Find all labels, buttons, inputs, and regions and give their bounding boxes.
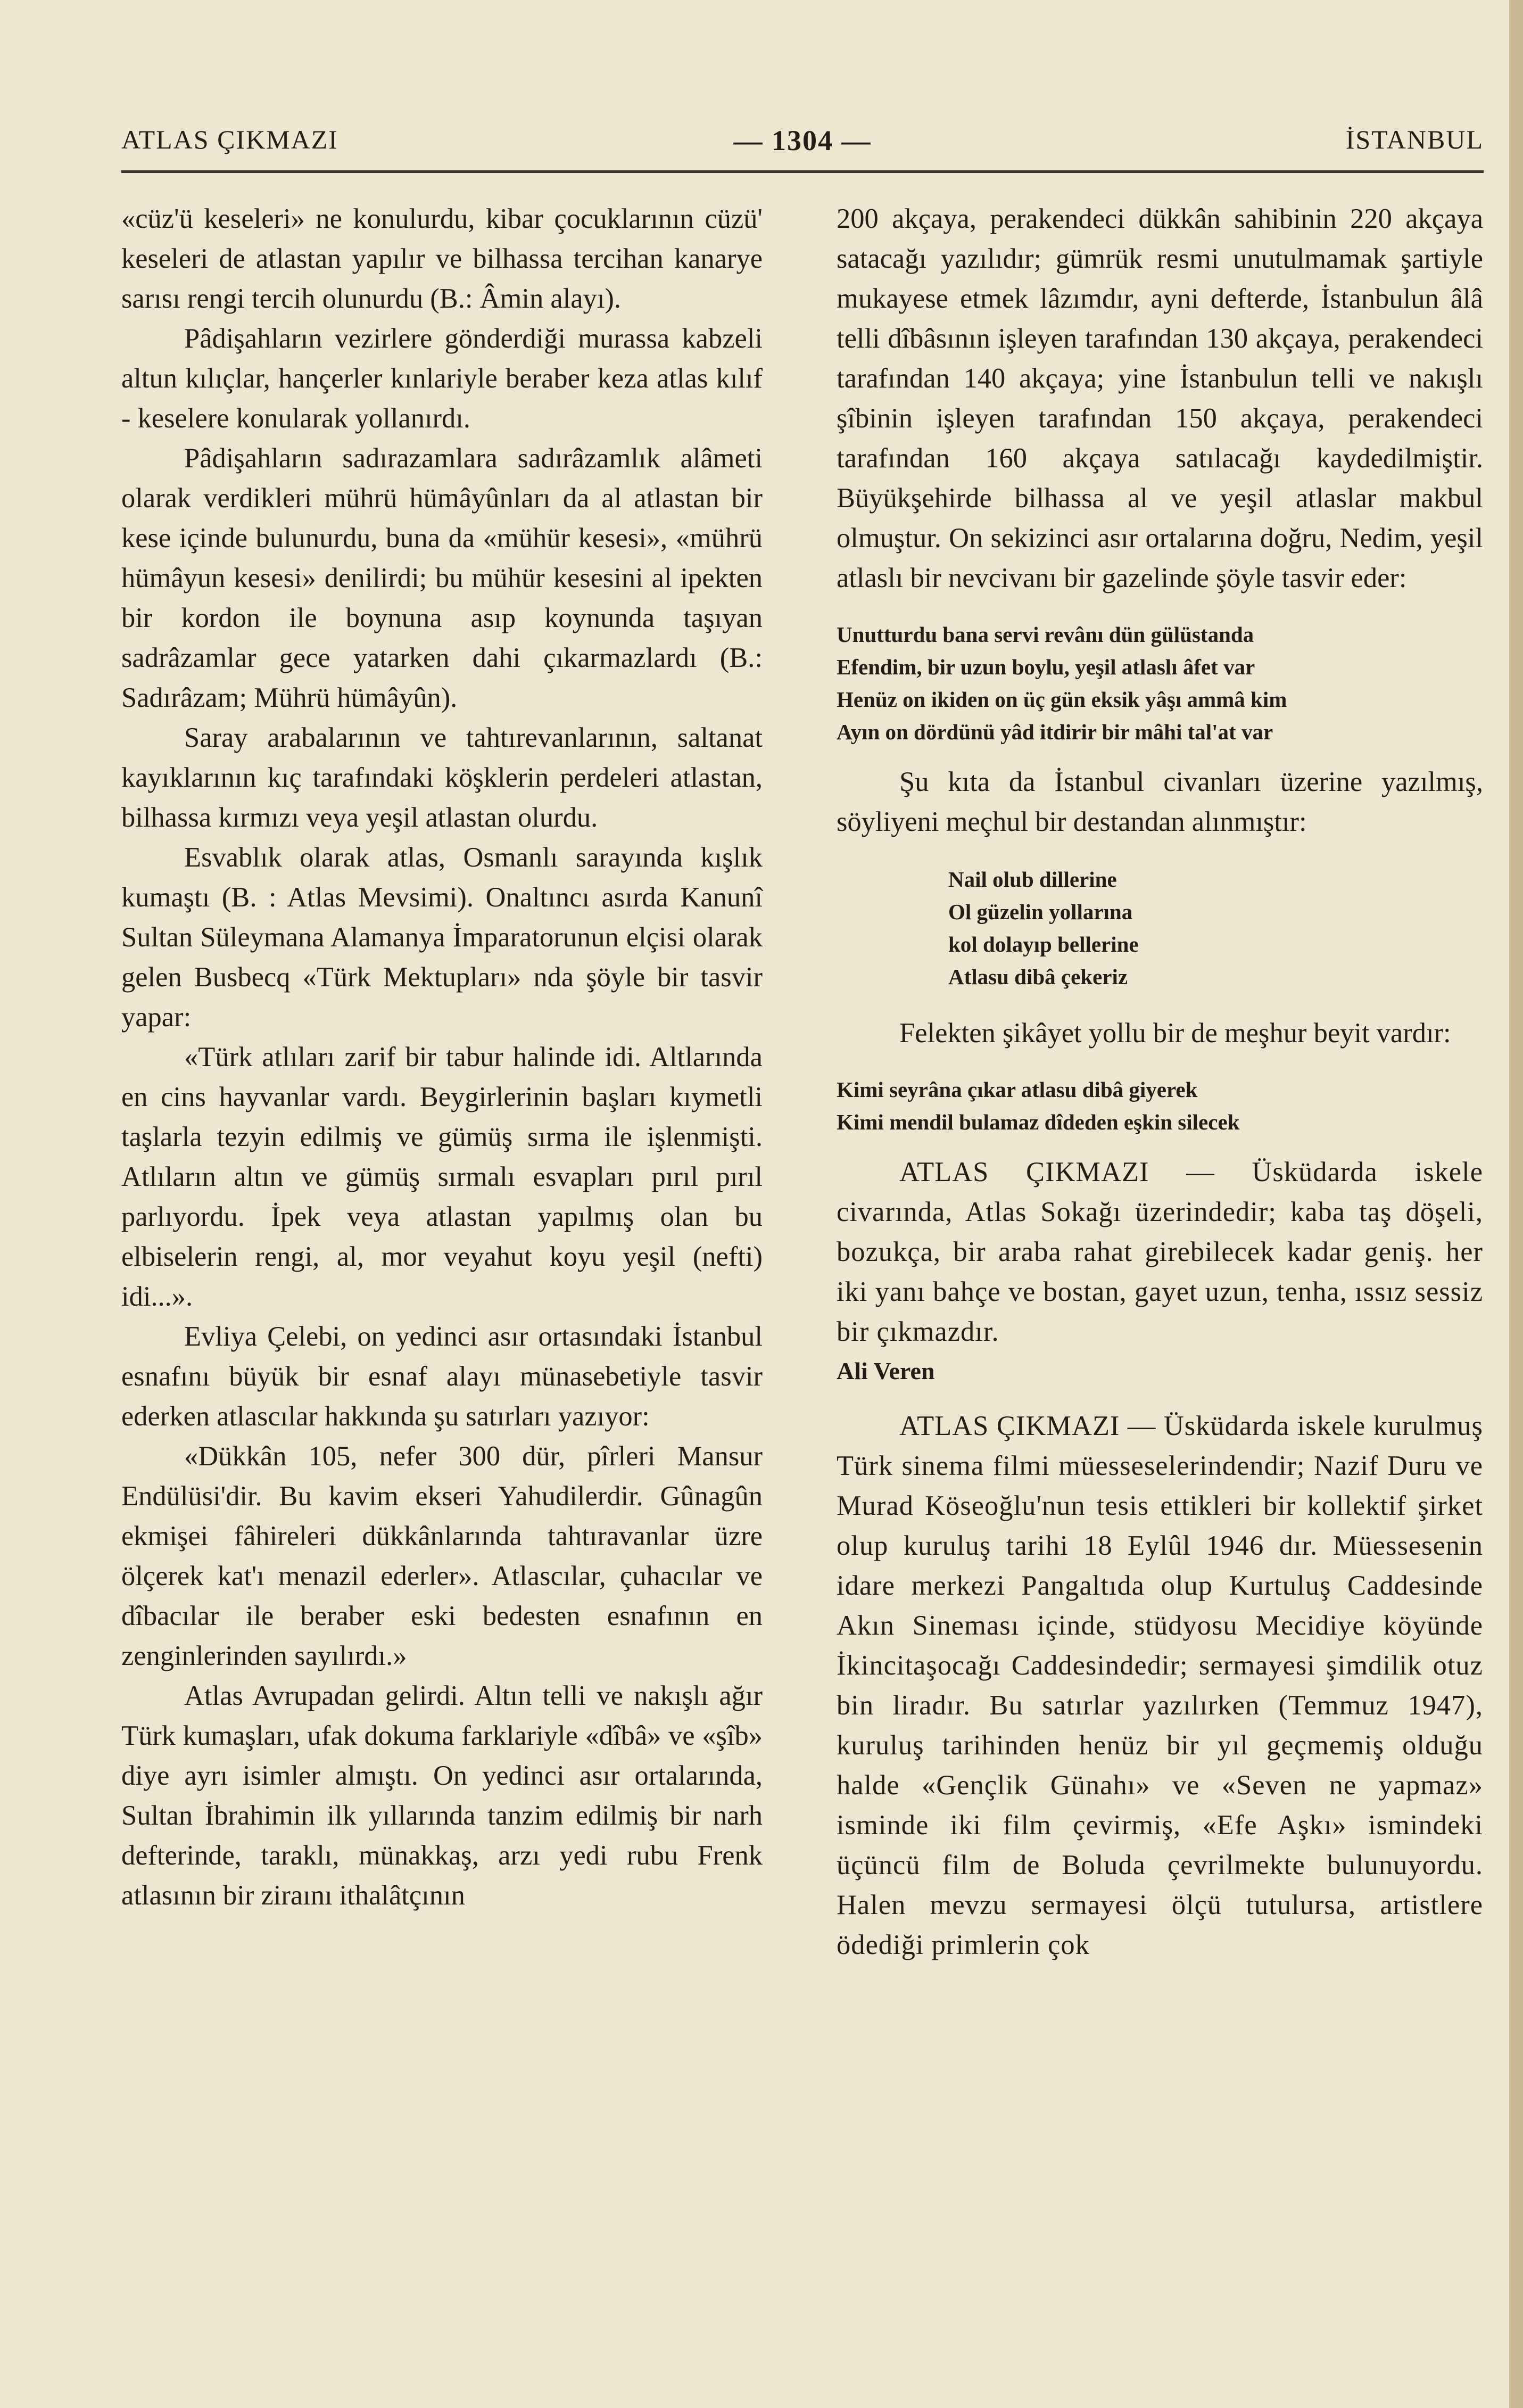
verse-line: Unutturdu bana servi revânı dün gülüstanda bbox=[837, 622, 1254, 647]
paragraph: «cüz'ü keseleri» ne konulurdu, kibar çocuklarının cüzü' keseleri de atlastan yapılır ve bilhassa tercihan kanarye sarısı rengi tercih olunurdu (B.: Âmin alayı). bbox=[121, 203, 763, 314]
paragraph: Pâdişahların vezirlere gönderdiği murassa kabzeli altun kılıçlar, hançerler kınlariyle beraber keza atlas kılıf - keselere konularak yollanırdı. bbox=[121, 323, 763, 434]
verse-line: kol dolayıp bellerine bbox=[948, 932, 1139, 956]
header-right-title: İSTANBUL bbox=[1345, 125, 1484, 154]
paragraph: Pâdişahların sadırazamlara sadırâzamlık alâmeti olarak verdikleri mührü hümâyûnları da al atlastan bir kese içinde bulunurdu, buna da «mühür kesesi», «mührü hümâyun kesesi» denilirdi; bu mühür kesesini al ipekten bir kordon ile boynuna asıp koynunda taşıyan sadrâzamlar gece yatarken dahi çıkarmazlardı (B.: Sadırâzam; Mührü hümâyûn). bbox=[121, 443, 763, 713]
running-header bbox=[121, 124, 1484, 167]
verse-line: Kimi seyrâna çıkar atlasu dibâ giyerek bbox=[837, 1077, 1198, 1102]
verse-line: Ol güzelin yollarına bbox=[948, 900, 1133, 924]
paragraph: Esvablık olarak atlas, Osmanlı sarayında kışlık kumaştı (B. : Atlas Mevsimi). Onaltıncı asırda Kanunî Sultan Süleymana Alamanya İmparatorunun elçisi olarak gelen Busbecq «Türk Mektupları» nda şöyle bir tasvir yapar: bbox=[121, 842, 763, 1033]
header-left-title: ATLAS ÇIKMAZI bbox=[121, 125, 338, 154]
verse-line: Nail olub dillerine bbox=[948, 867, 1117, 892]
paragraph: Saray arabalarının ve tahtırevanlarının, saltanat kayıklarının kıç tarafındaki köşklerin perdeleri atlastan, bilhassa kırmızı veya yeşil atlastan olurdu. bbox=[121, 722, 763, 833]
verse-nedim bbox=[837, 619, 1483, 748]
entry-atlas-cikmazi-1: ATLAS ÇIKMAZI — Üsküdarda iskele civarında, Atlas Sokağı üzerindedir; kaba taş döşeli, bozukça, bir araba rahat girebilecek kadar geniş. her iki yanı bahçe ve bostan, gayet uzun, tenha, ıssız sessiz bir çıkmazdır. bbox=[837, 1157, 1483, 1347]
paragraph: Evliya Çelebi, on yedinci asır ortasındaki İstanbul esnafını büyük bir esnaf alayı münasebetiyle tasvir ederken atlascılar hakkında şu satırları yazıyor: bbox=[121, 1321, 763, 1432]
page-edge bbox=[1509, 0, 1523, 2408]
verse-line: Kimi mendil bulamaz dîdeden eşkin silecek bbox=[837, 1110, 1240, 1134]
paragraph: Şu kıta da İstanbul civanları üzerine yazılmış, söyliyeni meçhul bir destandan alınmıştır: bbox=[837, 766, 1483, 837]
right-column bbox=[837, 199, 1483, 1965]
paragraph: Atlas Avrupadan gelirdi. Altın telli ve nakışlı ağır Türk kumaşları, ufak dokuma farklariyle «dîbâ» ve «şîb» diye ayrı isimler almıştı. On yedinci asır ortalarında, Sultan İbrahimin ilk yıllarında tanzim edilmiş bir narh defterinde, taraklı, münakkaş, arzı yedi rubu Frenk atlasının bir ziraını ithalâtçının bbox=[121, 1680, 763, 1911]
verse-line: Efendim, bir uzun boylu, yeşil atlaslı âfet var bbox=[837, 655, 1255, 679]
author-signature: Ali Veren bbox=[837, 1357, 935, 1384]
header-rule bbox=[121, 170, 1484, 173]
verse-beyit bbox=[837, 1074, 1483, 1139]
entry-atlas-cikmazi-2: ATLAS ÇIKMAZI — Üsküdarda iskele kurulmuş Türk sinema filmi müesseselerindendir; Nazif Duru ve Murad Köseoğlu'nun tesis ettikleri bir kollektif şirket olup kuruluş tarihi 18 Eylûl 1946 dır. Müessesenin idare merkezi Pangaltıda olup Kurtuluş Caddesinde Akın Sineması içinde, stüdyosu Mecidiye köyünde İkincitaşocağı Caddesindedir; sermayesi şimdilik otuz bin liradır. Bu satırlar yazılırken (Temmuz 1947), kuruluş tarihinden henüz bir yıl geçmemiş olduğu halde «Gençlik Günahı» ve «Seven ne yapmaz» isminde iki film çevirmiş, «Efe Aşkı» ismindeki üçüncü film de Boluda çevrilmekte bulunuyordu. Halen mevzu sermayesi ölçü tutulursa, artistlere ödediği primlerin çok bbox=[837, 1411, 1483, 1960]
left-column bbox=[121, 199, 763, 1916]
quote-paragraph: «Dükkân 105, nefer 300 dür, pîrleri Mansur Endülüsi'dir. Bu kavim ekseri Yahudilerdir. Gûnagûn ekmişei fâhireleri dükkânlarında tahtıravanlar üzre ölçerek kat'ı menazil ederler». Atlascılar, çuhacılar ve dîbacılar ile beraber eski bedesten esnafının en zenginlerinden sayılırdı.» bbox=[121, 1441, 763, 1671]
paragraph: Felekten şikâyet yollu bir de meşhur beyit vardır: bbox=[899, 1018, 1451, 1049]
quote-paragraph: «Türk atlıları zarif bir tabur halinde idi. Altlarında en cins hayvanlar vardı. Beygirlerinin başları kıymetli taşlarla tezyin edilmiş ve gümüş sırma ile işlenmişti. Atlıların altın ve gümüş sırmalı esvapları pırıl pırıl parlıyordu. İpek veya atlastan yapılmış olan bu elbiselerin rengi, al, mor veyahut koyu yeşil (nefti) idi...». bbox=[121, 1042, 763, 1312]
paragraph: 200 akçaya, perakendeci dükkân sahibinin 220 akçaya satacağı yazılıdır; gümrük resmi unutulmamak şartiyle mukayese etmek lâzımdır, ayni defterde, İstanbulun âlâ telli dîbâsının işleyen tarafından 130 akçaya, perakendeci tarafından 140 akçaya; yine İstanbulun telli ve nakışlı şîbinin işleyen tarafından 150 akçaya, perakendeci tarafından 160 akçaya satılacağı kaydedilmiştir. Büyükşehirde bilhassa al ve yeşil atlaslar makbul olmuştur. On sekizinci asır ortalarına doğru, Nedim, yeşil atlaslı bir nevcivanı bir gazelinde şöyle tasvir eder: bbox=[837, 203, 1483, 593]
page-number: — 1304 — bbox=[733, 125, 872, 156]
verse-line: Ayın on dördünü yâd itdirir bir mâhi tal'at var bbox=[837, 720, 1273, 744]
verse-line: Atlasu dibâ çekeriz bbox=[948, 964, 1128, 989]
verse-line: Henüz on ikiden on üç gün eksik yâşı ammâ kim bbox=[837, 687, 1287, 712]
verse-destan bbox=[948, 863, 1483, 993]
